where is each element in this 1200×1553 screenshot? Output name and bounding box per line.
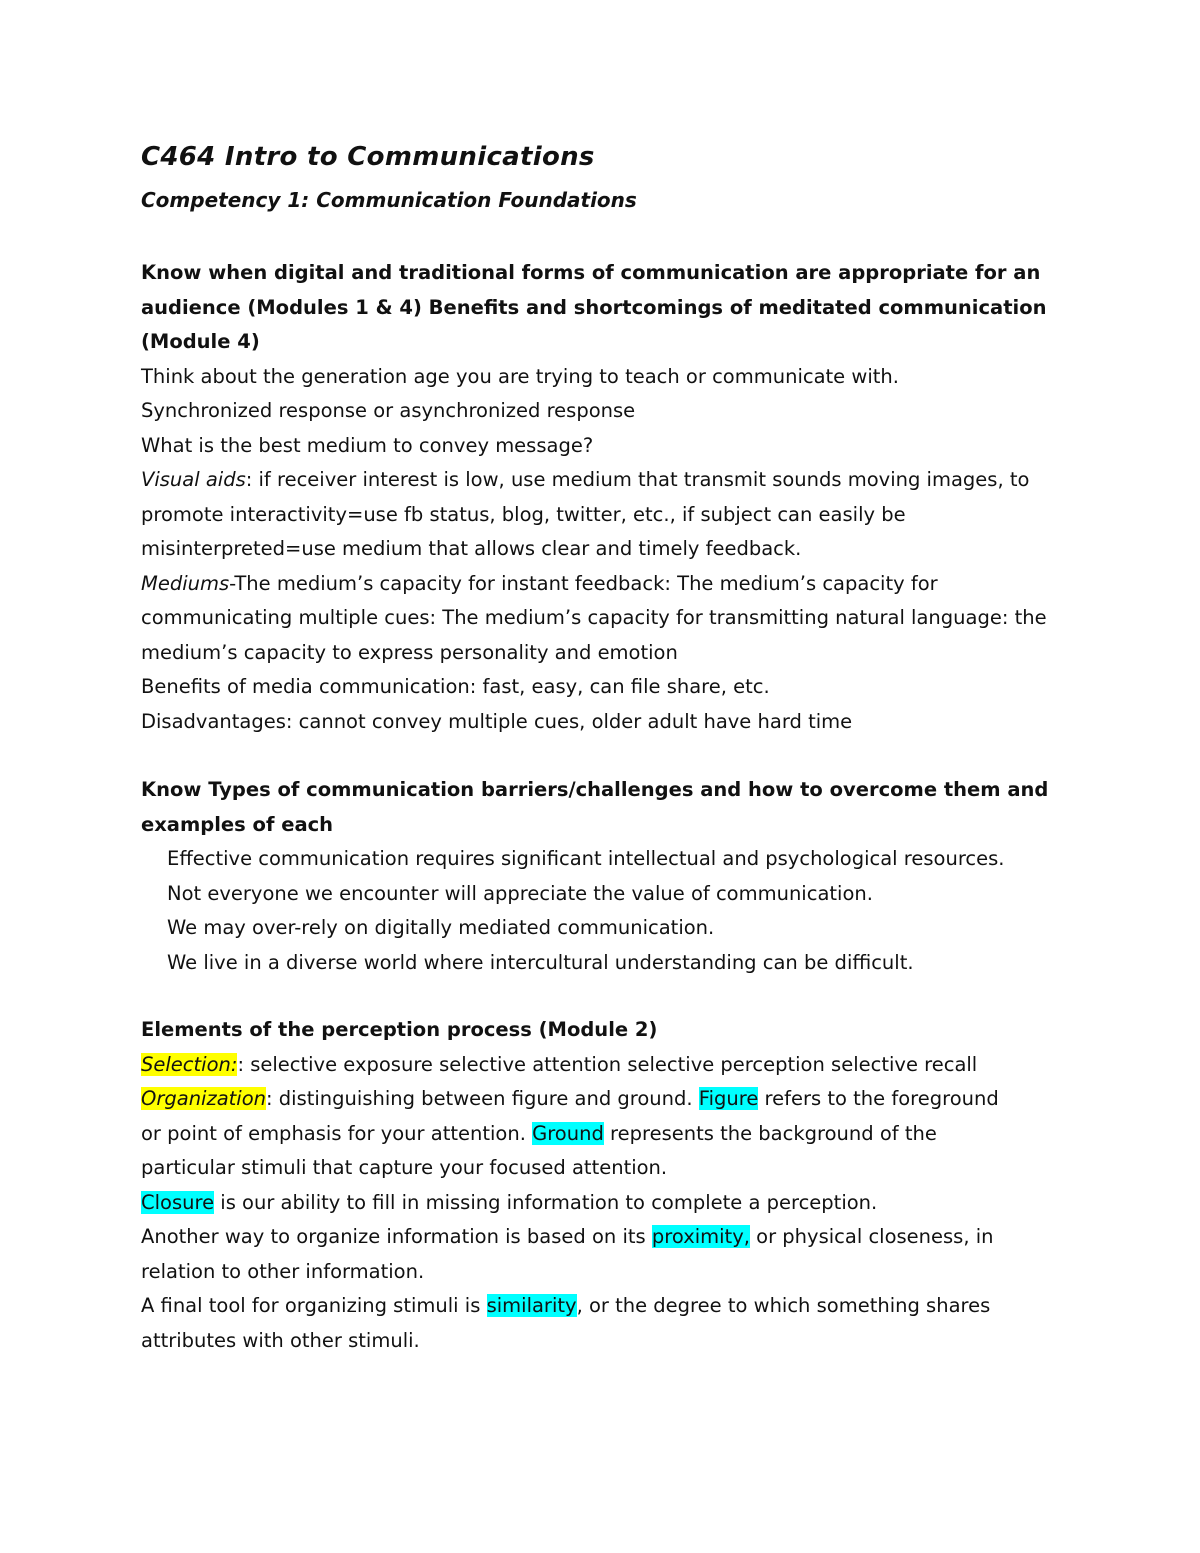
note-line	[141, 1048, 1061, 1083]
note-text: represents the background of the	[603, 1121, 937, 1145]
section-heading-line: Elements of the perception process (Module 2)	[141, 1018, 658, 1041]
note-text: , or the degree to which something shares	[576, 1294, 991, 1317]
note-line: communicating multiple cues: The medium’s capacity for transmitting natural language: the	[141, 606, 1047, 629]
note-line: misinterpreted=use medium that allows clear and timely feedback.	[141, 537, 802, 560]
section-perception-process	[141, 1013, 1061, 1358]
section-heading-line: Know when digital and traditional forms of communication are appropriate for an	[141, 261, 1041, 284]
similarity-term-highlight: similarity	[486, 1294, 577, 1317]
note-line	[141, 463, 1061, 498]
note-text: or physical closeness, in	[749, 1225, 994, 1248]
note-text: -The medium’s capacity for instant feedback: The medium’s capacity for	[229, 571, 938, 595]
note-line: promote interactivity=use fb status, blog, twitter, etc., if subject can easily be	[141, 502, 906, 526]
note-text: is our ability to fill in missing information to complete a perception.	[214, 1190, 878, 1214]
figure-term-highlight: Figure	[698, 1087, 759, 1110]
note-text: Another way to organize information is based on its	[141, 1225, 652, 1248]
mediums-label: Mediums	[141, 571, 230, 595]
note-line	[141, 567, 1061, 602]
note-line	[141, 1186, 1061, 1221]
document-title: C464 Intro to Communications	[141, 142, 595, 172]
note-text: refers to the foreground	[758, 1087, 999, 1110]
closure-term-highlight: Closure	[141, 1190, 215, 1214]
proximity-term-highlight: proximity,	[651, 1225, 750, 1248]
section-heading-line: Know Types of communication barriers/challenges and how to overcome them and	[141, 778, 1049, 801]
note-line: attributes with other stimuli.	[141, 1328, 420, 1352]
note-text: : distinguishing between figure and ground.	[266, 1087, 699, 1110]
note-line	[141, 1220, 1061, 1255]
selection-term-highlight: Selection:	[141, 1052, 238, 1076]
note-line	[141, 1289, 1061, 1324]
section-heading-line: examples of each	[141, 812, 334, 836]
note-line: Benefits of media communication: fast, easy, can file share, etc.	[141, 675, 770, 698]
ground-term-highlight: Ground	[532, 1121, 604, 1145]
note-line: relation to other information.	[141, 1259, 425, 1283]
competency-subtitle: Competency 1: Communication Foundations	[141, 188, 637, 212]
note-text: : if receiver interest is low, use medium that transmit sounds moving images, to	[245, 468, 1030, 491]
section-digital-communication	[141, 256, 1061, 739]
section-heading-line: audience (Modules 1 & 4) Benefits and shortcomings of meditated communication	[141, 295, 1047, 319]
visual-aids-label: Visual aids	[141, 468, 246, 491]
note-text: : selective exposure selective attention selective perception selective recall	[237, 1052, 978, 1076]
note-line: Think about the generation age you are trying to teach or communicate with.	[141, 364, 899, 388]
barrier-item: Effective communication requires significant intellectual and psychological resources.	[167, 847, 1005, 870]
note-line	[141, 1082, 1061, 1117]
note-text: or point of emphasis for your attention.	[141, 1121, 533, 1145]
barrier-item: Not everyone we encounter will appreciate the value of communication.	[167, 881, 873, 905]
barrier-item: We may over-rely on digitally mediated communication.	[167, 916, 715, 939]
barrier-item: We live in a diverse world where intercultural understanding can be difficult.	[167, 950, 914, 974]
note-line: particular stimuli that capture your focused attention.	[141, 1156, 668, 1179]
organization-term-highlight: Organization	[141, 1087, 267, 1110]
note-text: A final tool for organizing stimuli is	[141, 1294, 487, 1317]
note-line	[141, 1117, 1061, 1152]
section-communication-barriers	[141, 773, 1061, 980]
note-line: Disadvantages: cannot convey multiple cues, older adult have hard time	[141, 709, 853, 733]
note-line: Synchronized response or asynchronized response	[141, 399, 636, 422]
note-line: medium’s capacity to express personality and emotion	[141, 640, 678, 664]
note-line: What is the best medium to convey message?	[141, 433, 594, 457]
section-heading-line: (Module 4)	[141, 330, 260, 353]
